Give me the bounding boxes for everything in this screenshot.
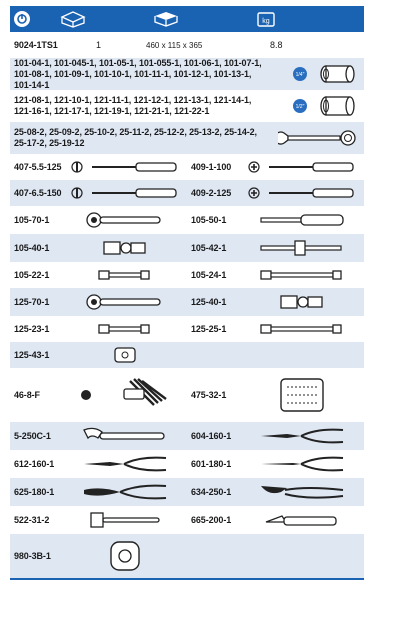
code-left: 46-8-F xyxy=(14,390,40,400)
spec-ref: 9024-1TS1 xyxy=(14,40,58,50)
spinner-handle-icon xyxy=(239,211,364,229)
power-icon xyxy=(14,11,30,27)
code-left: 612-160-1 xyxy=(14,459,55,469)
adjustable-wrench-icon xyxy=(62,426,187,446)
code-left: 407-5.5-125 xyxy=(14,162,62,172)
svg-text:1/2": 1/2" xyxy=(295,104,305,110)
universal-joint-icon xyxy=(239,292,364,312)
svg-text:kg: kg xyxy=(262,18,270,25)
code-right: 475-32-1 xyxy=(191,390,227,400)
code-right: 634-250-1 xyxy=(191,487,232,497)
code-right: 665-200-1 xyxy=(191,515,232,525)
ratchet-icon xyxy=(62,293,187,311)
bit-set-case-icon xyxy=(239,375,364,415)
socket-image-half xyxy=(264,95,364,117)
ratchet-icon xyxy=(62,211,187,229)
cutting-pliers-icon xyxy=(62,482,187,502)
extension-bar-icon xyxy=(239,268,364,282)
table-bottom-border xyxy=(10,578,364,580)
utility-knife-icon xyxy=(239,510,364,530)
header-cell-box xyxy=(34,6,112,32)
extension-bar-icon xyxy=(62,322,187,336)
pair-row-extension-half xyxy=(10,316,364,342)
code-left: 980-3B-1 xyxy=(14,551,51,561)
pair-row-ratchet-half xyxy=(10,288,364,316)
catalog-sheet xyxy=(10,6,364,580)
code-left: 625-180-1 xyxy=(14,487,55,497)
code-right: 125-40-1 xyxy=(191,297,227,307)
header-cell-dimensions xyxy=(112,6,220,32)
code-right: 409-2-125 xyxy=(191,188,232,198)
code-left: 407-6.5-150 xyxy=(14,188,62,198)
spec-dims: 460 x 115 x 365 xyxy=(146,40,203,50)
code-left: 125-70-1 xyxy=(14,297,50,307)
specs-row xyxy=(10,32,364,58)
hex-key-set-icon xyxy=(62,375,187,415)
adapter-row xyxy=(10,342,364,368)
pliers-icon xyxy=(62,454,187,474)
pair-row-screwdriver-1 xyxy=(10,154,364,180)
tape-row xyxy=(10,534,364,578)
pair-row-joint xyxy=(10,234,364,262)
table-header xyxy=(10,6,364,32)
pair-row-cutters xyxy=(10,478,364,506)
universal-joint-icon xyxy=(62,238,187,258)
pair-row-extension xyxy=(10,262,364,288)
header-cell-weight xyxy=(220,6,312,32)
code-left: 105-70-1 xyxy=(14,215,50,225)
box-icon xyxy=(60,10,86,28)
code-right: 105-24-1 xyxy=(191,270,227,280)
adapter-icon xyxy=(62,345,187,365)
code-right: 601-180-1 xyxy=(191,459,232,469)
phillips-screwdriver-icon xyxy=(239,160,364,174)
t-handle-icon xyxy=(239,238,364,258)
water-pump-pliers-icon xyxy=(239,482,364,502)
hammer-icon xyxy=(62,510,187,530)
pair-row-hammer xyxy=(10,506,364,534)
wrench-codes: 25-08-2, 25-09-2, 25-10-2, 25-11-2, 25-12-2, 25-13-2, 25-14-2, 25-17-2, 25-19-12 xyxy=(14,127,257,148)
code-right: 125-25-1 xyxy=(191,324,227,334)
socket-codes-half: 121-08-1, 121-10-1, 121-11-1, 121-12-1, 121-13-1, 121-14-1, 121-16-1, 121-17-1, 121-19-1, 121-21-1, 121-22-1 xyxy=(14,95,252,116)
svg-text:1/4": 1/4" xyxy=(295,72,305,78)
code-left: 5-250C-1 xyxy=(14,431,51,441)
pair-row-ratchet xyxy=(10,206,364,234)
code-left: 125-43-1 xyxy=(14,350,50,360)
code-right: 604-160-1 xyxy=(191,431,232,441)
pair-row-pliers xyxy=(10,450,364,478)
combination-wrench-icon xyxy=(264,128,364,148)
phillips-screwdriver-icon xyxy=(239,186,364,200)
tape-measure-icon xyxy=(62,538,187,574)
code-left: 105-22-1 xyxy=(14,270,50,280)
pliers-icon xyxy=(239,426,364,446)
socket-codes-quarter: 101-04-1, 101-045-1, 101-05-1, 101-055-1, 101-06-1, 101-07-1, 101-08-1, 101-09-1, 101-10-1, 101-11-1, 101-12-1, 101-13-1, 101-14-1 xyxy=(14,57,262,90)
hex-row xyxy=(10,368,364,422)
code-right: 105-50-1 xyxy=(191,215,227,225)
spec-qty: 1 xyxy=(96,40,102,50)
code-left: 522-31-2 xyxy=(14,515,50,525)
extension-bar-icon xyxy=(62,268,187,282)
needle-nose-pliers-icon xyxy=(239,454,364,474)
weight-icon xyxy=(257,11,275,27)
code-left: 125-23-1 xyxy=(14,324,50,334)
pair-row-screwdriver-2 xyxy=(10,180,364,206)
socket-image-quarter xyxy=(264,64,364,84)
wrench-row xyxy=(10,122,364,154)
code-right: 409-1-100 xyxy=(191,162,232,172)
dimensions-icon xyxy=(151,10,181,28)
socket-row-half xyxy=(10,90,364,122)
extension-bar-icon xyxy=(239,322,364,336)
code-left: 105-40-1 xyxy=(14,243,50,253)
socket-row-quarter xyxy=(10,58,364,90)
header-cell-power xyxy=(10,6,34,32)
spec-weight: 8.8 xyxy=(270,40,283,50)
code-right: 105-42-1 xyxy=(191,243,227,253)
pair-row-adjustable xyxy=(10,422,364,450)
flat-screwdriver-icon xyxy=(62,186,187,200)
flat-screwdriver-icon xyxy=(62,160,187,174)
